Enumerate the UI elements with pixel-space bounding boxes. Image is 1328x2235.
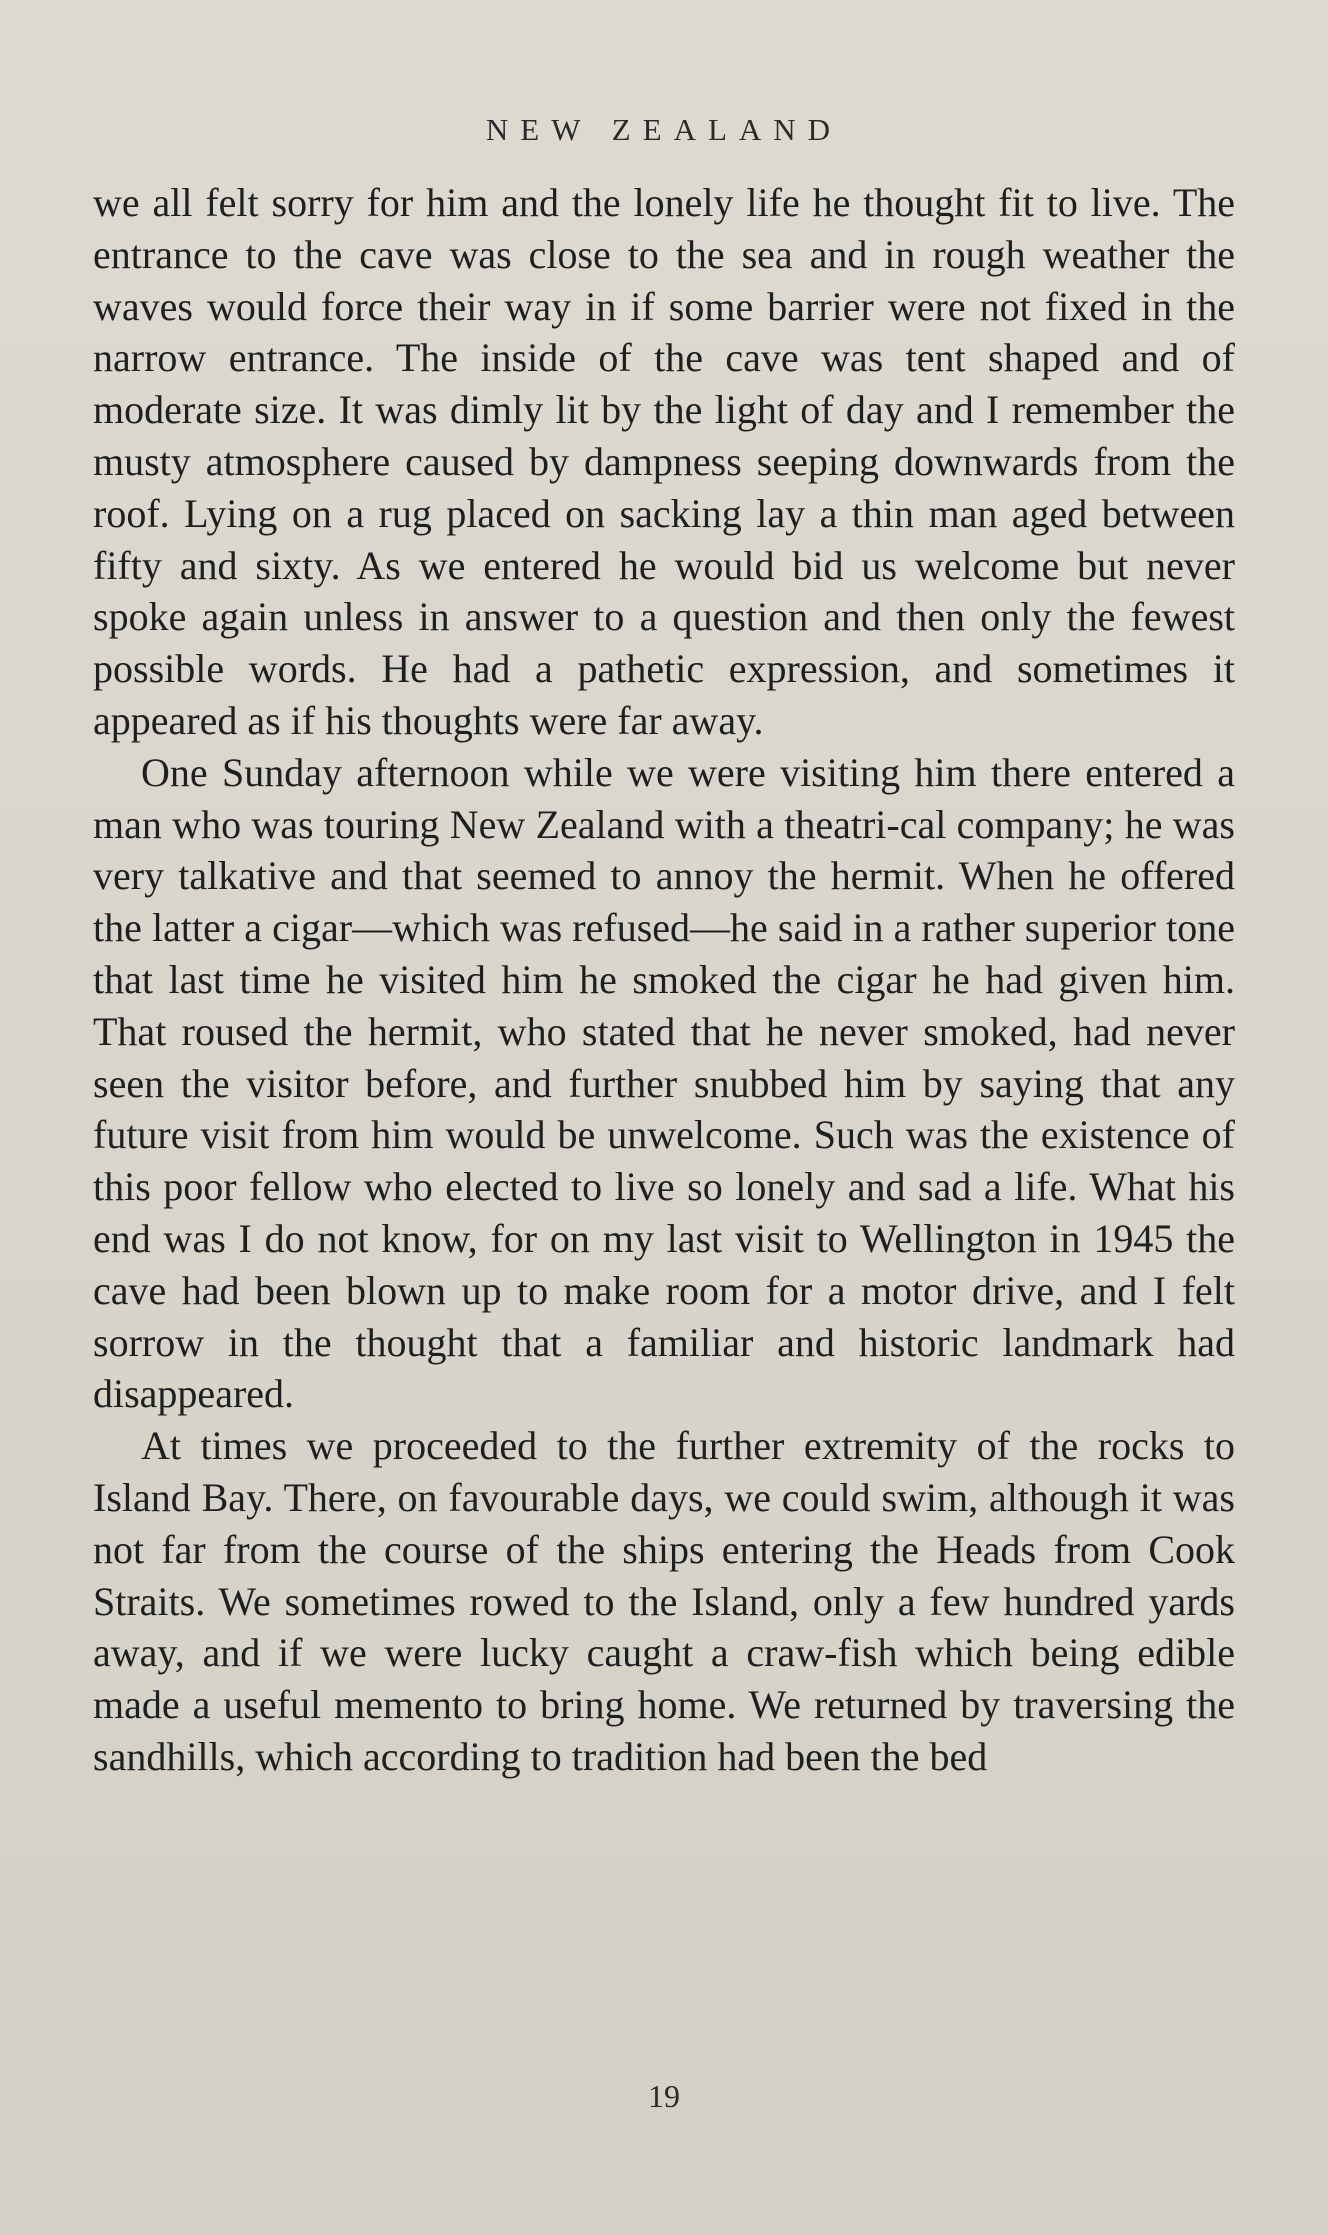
body-text — [93, 177, 1235, 1783]
running-head: NEW ZEALAND — [485, 112, 843, 147]
paragraph-1: we all felt sorry for him and the lonely life he thought fit to live. The entrance to the cave was close to the sea and in rough weather the waves would force their way in if some barrier were not fixed in the narrow entrance. The inside of the cave was tent shaped and of moderate size. It was dimly lit by the light of day and I remember the musty atmosphere caused by dampness seeping downwards from the roof. Lying on a rug placed on sacking lay a thin man aged between fifty and sixty. As we entered he would bid us welcome but never spoke again unless in answer to a question and then only the fewest possible words. He had a pathetic expression, and sometimes it appeared as if his thoughts were far away. — [93, 180, 1235, 743]
paragraph-3: At times we proceeded to the further extremity of the rocks to Island Bay. There, on favourable days, we could swim, although it was not far from the course of the ships entering the Heads from Cook Straits. We sometimes rowed to the Island, only a few hundred yards away, and if we were lucky caught a craw-fish which being edible made a useful memento to bring home. We returned by traversing the sandhills, which according to tradition had been the bed — [93, 1423, 1235, 1779]
paragraph-2: One Sunday afternoon while we were visiting him there entered a man who was touring New Zealand with a theatri-cal company; he was very talkative and that seemed to annoy the hermit. When he offered the latter a cigar—which was refused—he said in a rather superior tone that last time he visited him he smoked the cigar he had given him. That roused the hermit, who stated that he never smoked, had never seen the visitor before, and further snubbed him by saying that any future visit from him would be unwelcome. Such was the existence of this poor fellow who elected to live so lonely and sad a life. What his end was I do not know, for on my last visit to Wellington in 1945 the cave had been blown up to make room for a motor drive, and I felt sorrow in the thought that a familiar and historic landmark had disappeared. — [93, 749, 1235, 1417]
page-number: 19 — [648, 2078, 680, 2114]
